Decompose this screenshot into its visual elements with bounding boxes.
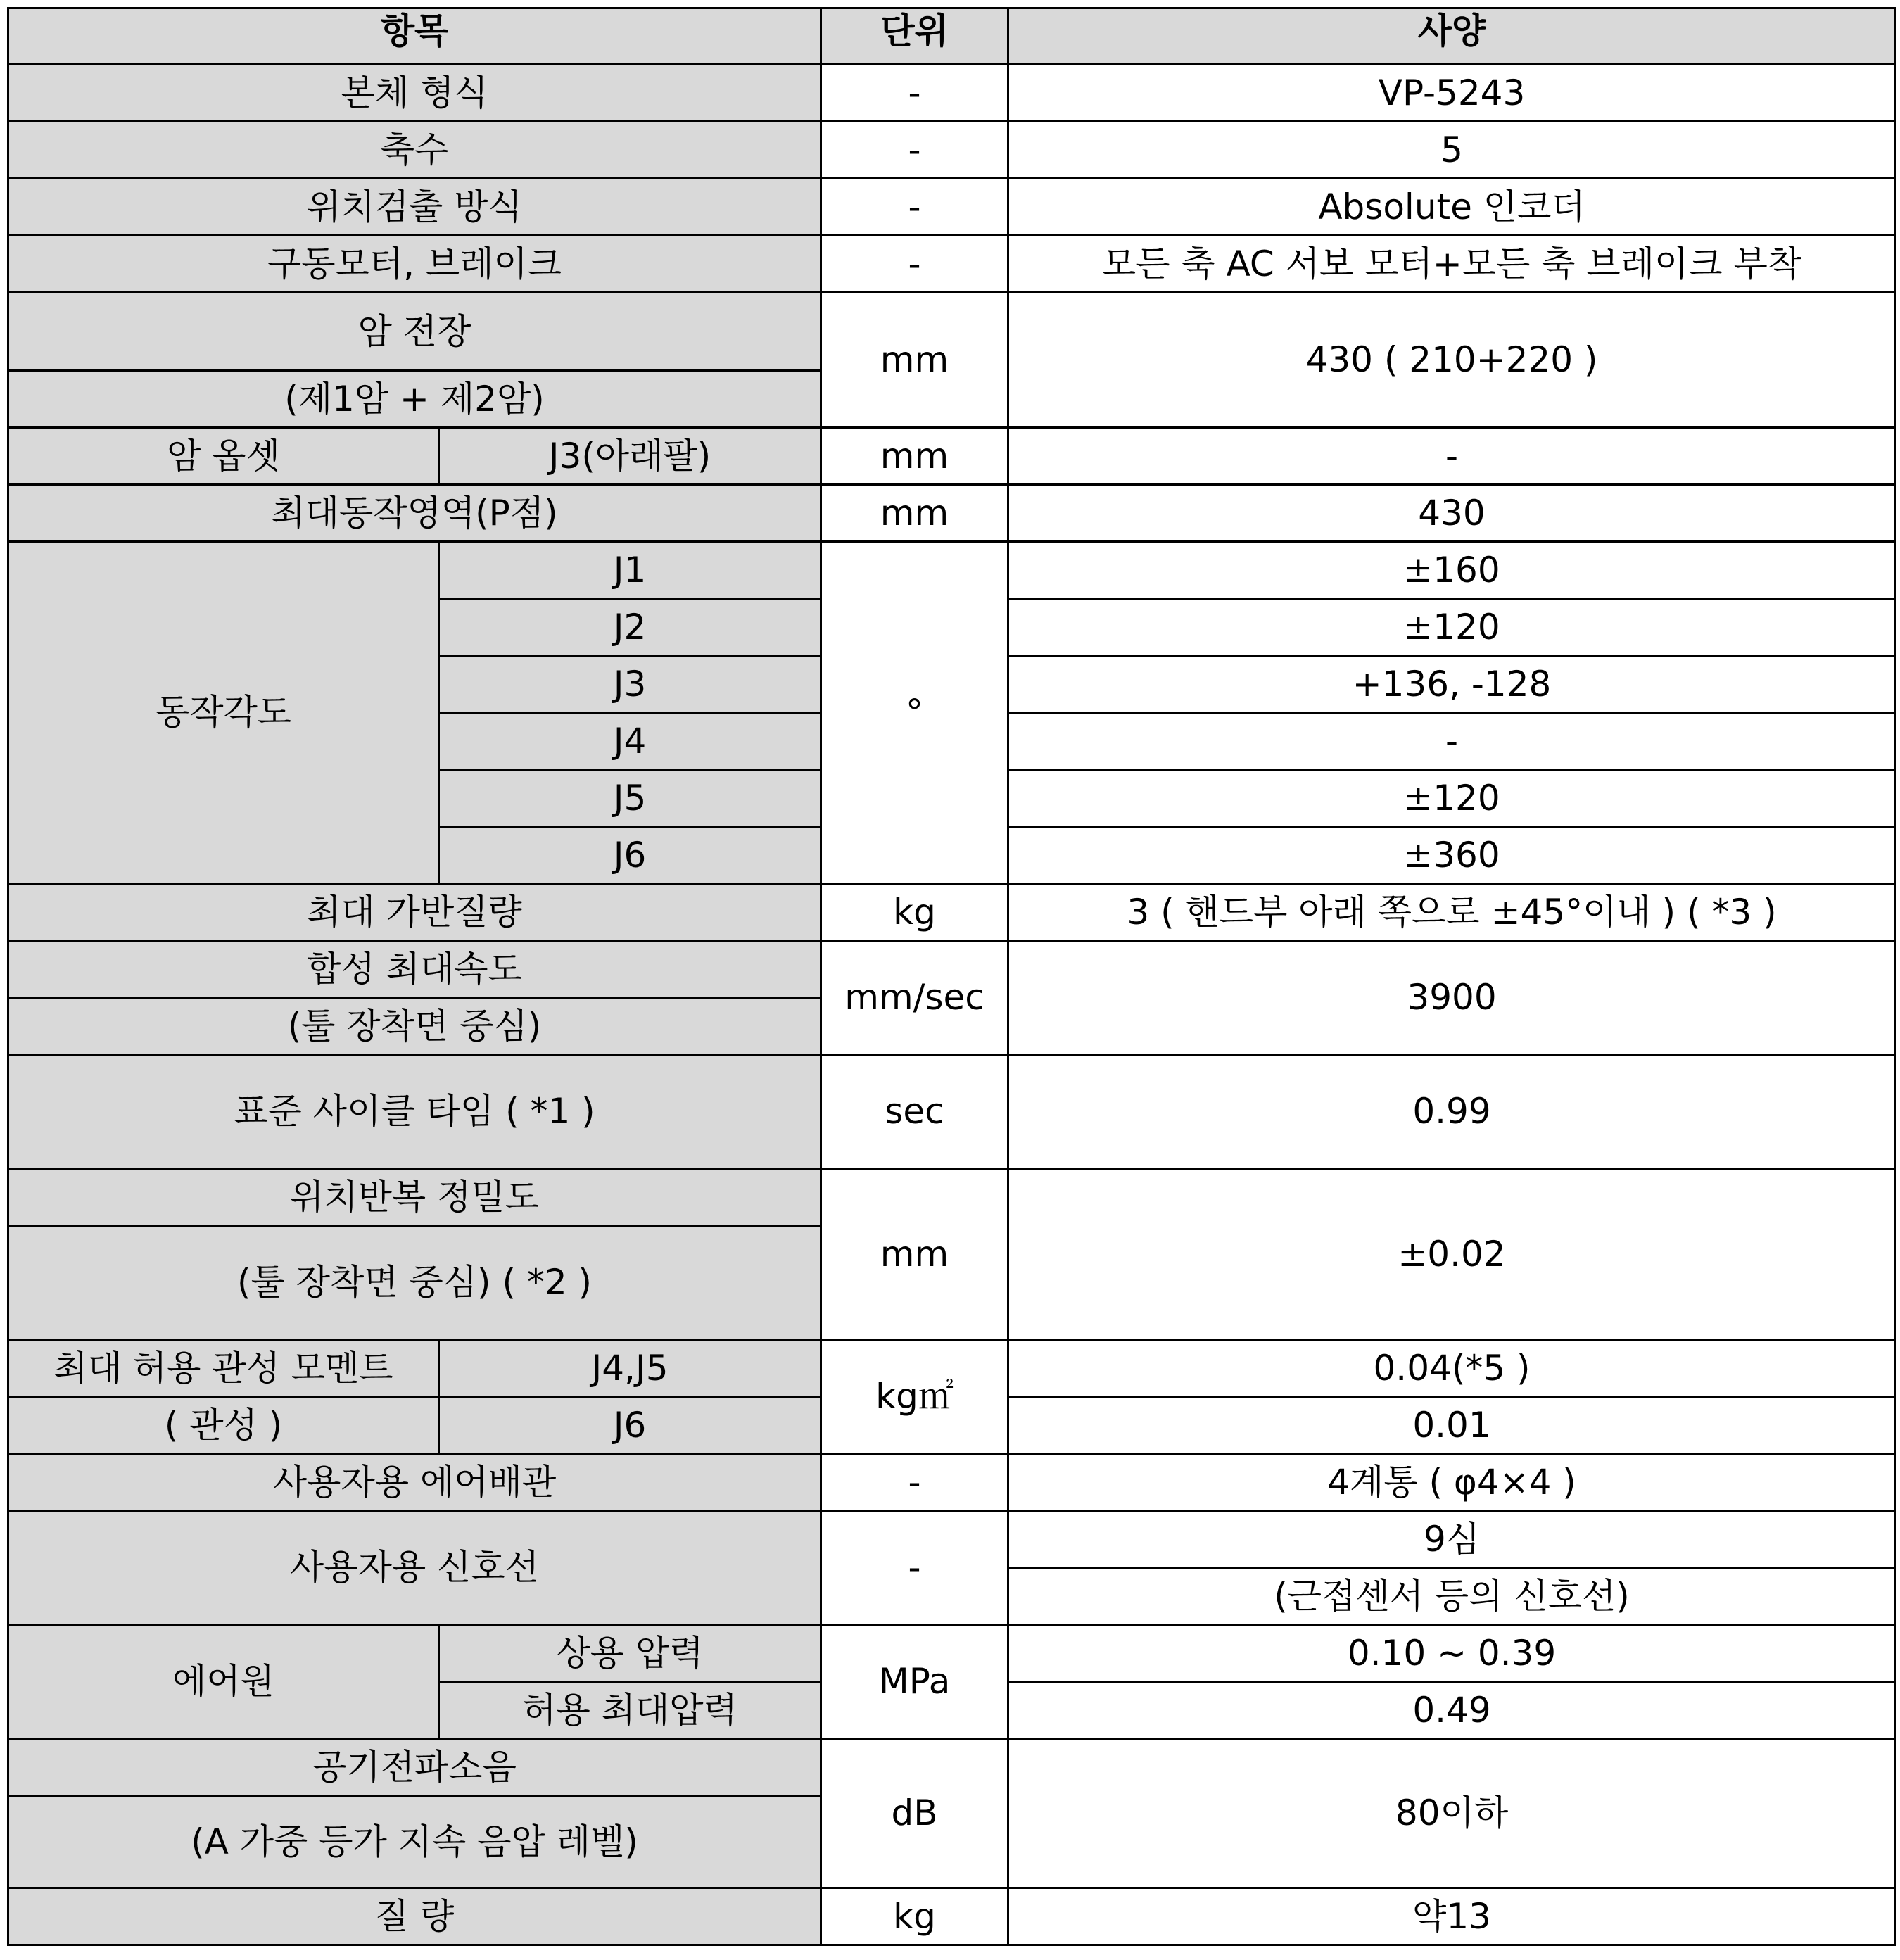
unit-cell: - <box>821 1454 1008 1511</box>
joint-label: J6 <box>439 827 821 884</box>
row-label-model: 본체 형식 <box>8 65 821 122</box>
row-label-max-speed: 합성 최대속도 <box>8 941 821 998</box>
spec-cell: 0.04(*5 ) <box>1008 1340 1896 1397</box>
table-row <box>8 1340 1896 1397</box>
row-label-max-reach: 최대동작영역(P점) <box>8 485 821 542</box>
table-row <box>8 1888 1896 1945</box>
row-label-arm-length-sub: (제1암 + 제2암) <box>8 371 821 428</box>
row-label-arm-offset: 암 옵셋 <box>8 428 439 485</box>
spec-cell: - <box>1008 713 1896 770</box>
spec-cell: 3 ( 핸드부 아래 쪽으로 ±45°이내 ) ( *3 ) <box>1008 884 1896 941</box>
spec-cell: +136, -128 <box>1008 656 1896 713</box>
table-row <box>8 884 1896 941</box>
row-label-air-source: 에어원 <box>8 1625 439 1739</box>
sub-label-operating-pressure: 상용 압력 <box>439 1625 821 1682</box>
unit-cell: - <box>821 122 1008 179</box>
row-label-inertia: 최대 허용 관성 모멘트 <box>8 1340 439 1397</box>
row-label-axes: 축수 <box>8 122 821 179</box>
unit-cell: kg㎡ <box>821 1340 1008 1454</box>
table-row <box>8 542 1896 599</box>
row-label-motor-brake: 구동모터, 브레이크 <box>8 236 821 293</box>
joint-label: J5 <box>439 770 821 827</box>
spec-cell: ±120 <box>1008 599 1896 656</box>
spec-cell: ±0.02 <box>1008 1169 1896 1340</box>
row-label-signal-wiring: 사용자용 신호선 <box>8 1511 821 1625</box>
spec-cell: 430 ( 210+220 ) <box>1008 293 1896 428</box>
joint-label: J1 <box>439 542 821 599</box>
unit-cell: ° <box>821 542 1008 884</box>
sub-label-j4-j5: J4,J5 <box>439 1340 821 1397</box>
unit-cell: mm/sec <box>821 941 1008 1055</box>
row-label-weight: 질 량 <box>8 1888 821 1945</box>
spec-cell: ±360 <box>1008 827 1896 884</box>
row-label-inertia-sub: ( 관성 ) <box>8 1397 439 1454</box>
row-label-noise-sub: (A 가중 등가 지속 음압 레벨) <box>8 1796 821 1888</box>
sub-label-max-pressure: 허용 최대압력 <box>439 1682 821 1739</box>
spec-cell: (근접센서 등의 신호선) <box>1008 1568 1896 1625</box>
spec-cell: 0.49 <box>1008 1682 1896 1739</box>
spec-cell: 모든 축 AC 서보 모터+모든 축 브레이크 부착 <box>1008 236 1896 293</box>
spec-cell: ±120 <box>1008 770 1896 827</box>
unit-cell: kg <box>821 1888 1008 1945</box>
row-label-noise: 공기전파소음 <box>8 1739 821 1796</box>
table-row <box>8 1739 1896 1796</box>
unit-cell: mm <box>821 1169 1008 1340</box>
unit-cell: sec <box>821 1055 1008 1169</box>
table-row <box>8 1055 1896 1169</box>
spec-cell: 3900 <box>1008 941 1896 1055</box>
row-label-position-detection: 위치검출 방식 <box>8 179 821 236</box>
spec-cell: 4계통 ( φ4×4 ) <box>1008 1454 1896 1511</box>
sub-label-j6: J6 <box>439 1397 821 1454</box>
row-label-motion-range: 동작각도 <box>8 542 439 884</box>
table-row <box>8 941 1896 998</box>
spec-cell: 430 <box>1008 485 1896 542</box>
spec-cell: 0.99 <box>1008 1055 1896 1169</box>
unit-cell: kg <box>821 884 1008 941</box>
header-unit: 단위 <box>821 8 1008 65</box>
table-row <box>8 65 1896 122</box>
header-spec: 사양 <box>1008 8 1896 65</box>
spec-cell: 80이하 <box>1008 1739 1896 1888</box>
row-label-payload: 최대 가반질량 <box>8 884 821 941</box>
unit-cell: MPa <box>821 1625 1008 1739</box>
joint-label: J3 <box>439 656 821 713</box>
spec-table <box>7 7 1896 1946</box>
table-row <box>8 293 1896 371</box>
spec-cell: 약13 <box>1008 1888 1896 1945</box>
unit-cell: mm <box>821 428 1008 485</box>
row-label-repeatability-sub: (툴 장착면 중심) ( *2 ) <box>8 1226 821 1340</box>
spec-cell: 5 <box>1008 122 1896 179</box>
unit-cell: - <box>821 65 1008 122</box>
sub-label-j3: J3(아래팔) <box>439 428 821 485</box>
table-row <box>8 1511 1896 1568</box>
table-row <box>8 236 1896 293</box>
spec-cell: VP-5243 <box>1008 65 1896 122</box>
table-row <box>8 1169 1896 1226</box>
spec-cell: ±160 <box>1008 542 1896 599</box>
table-row <box>8 179 1896 236</box>
header-row <box>8 8 1896 65</box>
row-label-arm-length: 암 전장 <box>8 293 821 371</box>
table-row <box>8 485 1896 542</box>
spec-cell: 9심 <box>1008 1511 1896 1568</box>
joint-label: J2 <box>439 599 821 656</box>
spec-cell: 0.01 <box>1008 1397 1896 1454</box>
header-item: 항목 <box>8 8 821 65</box>
unit-cell: - <box>821 236 1008 293</box>
spec-cell: 0.10 ~ 0.39 <box>1008 1625 1896 1682</box>
row-label-air-piping: 사용자용 에어배관 <box>8 1454 821 1511</box>
table-row <box>8 428 1896 485</box>
unit-cell: mm <box>821 293 1008 428</box>
unit-cell: - <box>821 1511 1008 1625</box>
spec-cell: - <box>1008 428 1896 485</box>
row-label-cycle-time: 표준 사이클 타임 ( *1 ) <box>8 1055 821 1169</box>
joint-label: J4 <box>439 713 821 770</box>
spec-cell: Absolute 인코더 <box>1008 179 1896 236</box>
unit-cell: - <box>821 179 1008 236</box>
unit-cell: dB <box>821 1739 1008 1888</box>
unit-cell: mm <box>821 485 1008 542</box>
table-row <box>8 1454 1896 1511</box>
table-row <box>8 122 1896 179</box>
row-label-max-speed-sub: (툴 장착면 중심) <box>8 998 821 1055</box>
row-label-repeatability: 위치반복 정밀도 <box>8 1169 821 1226</box>
table-row <box>8 1625 1896 1682</box>
